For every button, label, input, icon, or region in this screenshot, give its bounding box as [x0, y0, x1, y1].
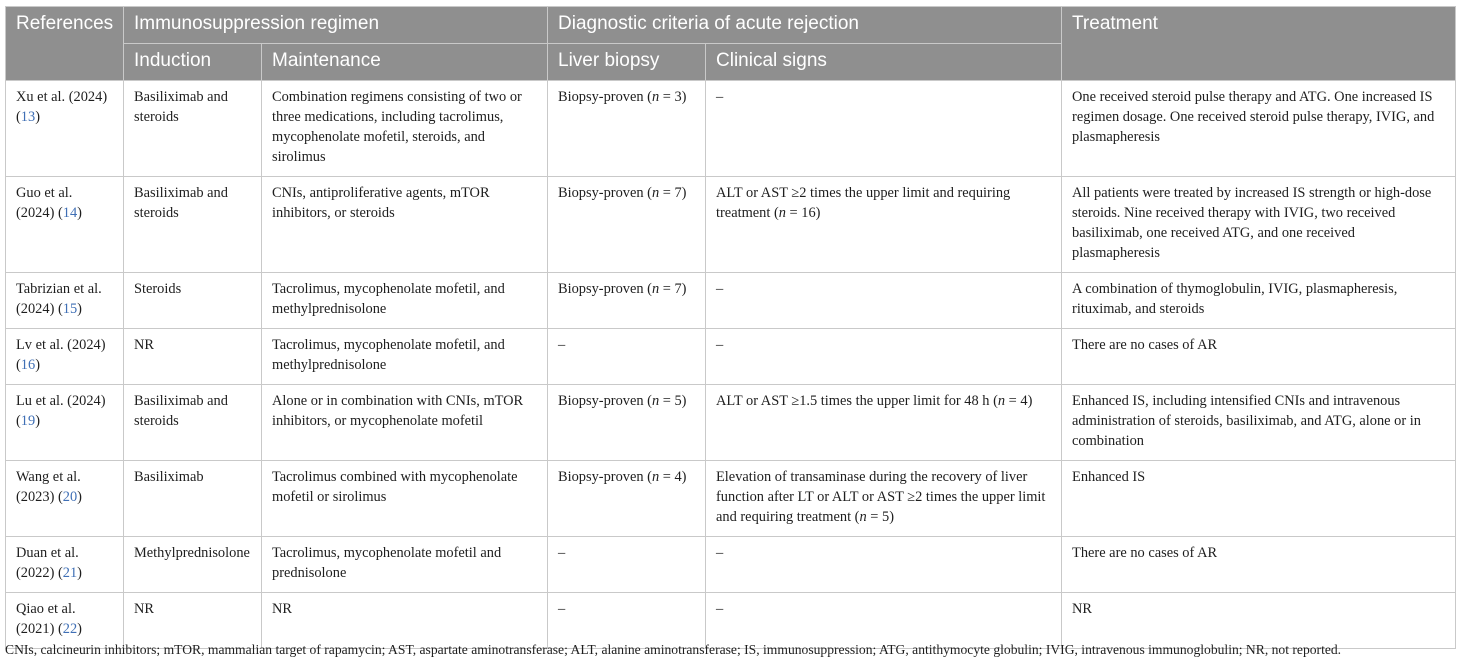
- induction-text: Basiliximab: [134, 469, 204, 485]
- cell-reference: Lu et al. (2024) (19): [6, 385, 124, 461]
- clinical-text: –: [716, 545, 724, 561]
- header-maintenance: Maintenance: [262, 44, 548, 81]
- n-symbol: n: [651, 281, 660, 297]
- cell-clinical: ALT or AST ≥2 times the upper limit and requiring treatment (n = 16): [706, 177, 1062, 273]
- clinical-text: ALT or AST ≥1.5 times the upper limit for 48 h: [716, 393, 990, 409]
- header-regimen: Immunosuppression regimen: [124, 7, 548, 44]
- cell-biopsy: [548, 537, 706, 593]
- cell-treatment: [1062, 329, 1456, 385]
- cell-treatment: [1062, 177, 1456, 273]
- cell-clinical: [706, 81, 1062, 177]
- cell-maintenance: [262, 461, 548, 537]
- biopsy-text: Biopsy-proven: [558, 469, 644, 485]
- treatment-text: All patients were treated by increased IS strength or high-dose steroids. Nine received therapy with IVIG, two received basiliximab, one received ATG, and one received plasmapheresis: [1072, 185, 1432, 261]
- cell-maintenance: [262, 385, 548, 461]
- cell-maintenance: [262, 81, 548, 177]
- header-criteria: Diagnostic criteria of acute rejection: [548, 7, 1062, 44]
- cell-induction: [124, 81, 262, 177]
- cell-maintenance: [262, 329, 548, 385]
- maintenance-text: NR: [272, 601, 292, 617]
- reference-link[interactable]: 15: [62, 301, 78, 317]
- clinical-text: –: [716, 601, 724, 617]
- reference-link[interactable]: 20: [62, 489, 78, 505]
- reference-link[interactable]: 13: [20, 109, 36, 125]
- biopsy-text: –: [558, 337, 566, 353]
- reference-link[interactable]: 14: [62, 205, 78, 221]
- maintenance-text: Alone or in combination with CNIs, mTOR inhibitors, or mycophenolate mofetil: [272, 393, 524, 429]
- table-row: [6, 273, 1456, 329]
- induction-text: Steroids: [134, 281, 182, 297]
- header-clinical: Clinical signs: [706, 44, 1062, 81]
- n-symbol: n: [997, 393, 1006, 409]
- reference-author: Lu et al. (2024): [16, 393, 106, 409]
- cell-treatment: [1062, 81, 1456, 177]
- treatment-text: One received steroid pulse therapy and ATG. One increased IS regimen dosage. One received steroid pulse therapy, IVIG, and plasmapheresis: [1072, 89, 1435, 145]
- reference-link[interactable]: 19: [20, 413, 36, 429]
- n-symbol: n: [651, 393, 660, 409]
- table-row: [6, 537, 1456, 593]
- cell-biopsy: [548, 593, 706, 649]
- n-symbol: n: [778, 205, 786, 221]
- table-footnote: CNIs, calcineurin inhibitors; mTOR, mammalian target of rapamycin; AST, aspartate aminotransferase; ALT, alanine aminotransferase; IS, immunosuppression; ATG, antithymocyte globulin; IVIG, intravenous immunoglobulin; NR, not reported.: [5, 642, 1342, 657]
- cell-reference: Tabrizian et al. (2024) (15): [6, 273, 124, 329]
- clinical-count: 4: [1020, 393, 1028, 409]
- treatment-text: A combination of thymoglobulin, IVIG, plasmapheresis, rituximab, and steroids: [1072, 281, 1398, 317]
- table-header: [6, 7, 1456, 81]
- cell-treatment: [1062, 593, 1456, 649]
- cell-induction: [124, 329, 262, 385]
- cell-treatment: [1062, 461, 1456, 537]
- cell-maintenance: [262, 177, 548, 273]
- clinical-count: 5: [881, 509, 890, 525]
- treatment-text: NR: [1072, 601, 1093, 617]
- table-row: [6, 81, 1456, 177]
- cell-treatment: [1062, 537, 1456, 593]
- cell-treatment: [1062, 273, 1456, 329]
- cell-maintenance: [262, 537, 548, 593]
- cell-induction: [124, 177, 262, 273]
- table-row: [6, 385, 1456, 461]
- cell-induction: [124, 537, 262, 593]
- acute-rejection-table: [5, 6, 1456, 649]
- maintenance-text: Tacrolimus, mycophenolate mofetil and prednisolone: [272, 545, 502, 581]
- reference-author: Guo et al. (2024): [16, 185, 73, 221]
- cell-treatment: [1062, 385, 1456, 461]
- header-treatment: Treatment: [1062, 7, 1456, 81]
- table-container: [5, 6, 1455, 649]
- treatment-text: There are no cases of AR: [1072, 545, 1218, 561]
- n-symbol: n: [651, 89, 660, 105]
- cell-clinical: [706, 329, 1062, 385]
- biopsy-count: 3: [674, 89, 682, 105]
- header-biopsy: Liver biopsy: [548, 44, 706, 81]
- table-row: [6, 461, 1456, 537]
- cell-reference: Qiao et al. (2021) (22): [6, 593, 124, 649]
- header-references: References: [6, 7, 124, 81]
- induction-text: NR: [134, 337, 154, 353]
- cell-biopsy: Biopsy-proven (n = 7): [548, 273, 706, 329]
- treatment-text: Enhanced IS, including intensified CNIs and intravenous administration of steroids, basiliximab, and ATG, alone or in combination: [1072, 393, 1421, 449]
- treatment-text: Enhanced IS: [1072, 469, 1146, 485]
- biopsy-text: Biopsy-proven: [558, 89, 644, 105]
- biopsy-text: Biopsy-proven: [558, 281, 644, 297]
- cell-biopsy: Biopsy-proven (n = 3): [548, 81, 706, 177]
- biopsy-count: 4: [674, 469, 682, 485]
- cell-induction: [124, 273, 262, 329]
- reference-author: Duan et al. (2022): [16, 545, 79, 581]
- cell-reference: Guo et al. (2024) (14): [6, 177, 124, 273]
- maintenance-text: Tacrolimus combined with mycophenolate mofetil or sirolimus: [272, 469, 518, 505]
- maintenance-text: CNIs, antiproliferative agents, mTOR inhibitors, or steroids: [272, 185, 490, 221]
- clinical-text: –: [716, 337, 724, 353]
- reference-author: Lv et al. (2024): [16, 337, 106, 353]
- treatment-text: There are no cases of AR: [1072, 337, 1218, 353]
- biopsy-count: 7: [674, 185, 682, 201]
- reference-author: Wang et al. (2023): [16, 469, 81, 505]
- induction-text: Basiliximab and steroids: [134, 393, 228, 429]
- biopsy-count: 5: [674, 393, 682, 409]
- biopsy-text: –: [558, 545, 566, 561]
- induction-text: NR: [134, 601, 154, 617]
- table-row: [6, 593, 1456, 649]
- cell-clinical: [706, 593, 1062, 649]
- table-body: [6, 81, 1456, 649]
- maintenance-text: Tacrolimus, mycophenolate mofetil, and methylprednisolone: [272, 281, 505, 317]
- n-symbol: n: [859, 509, 867, 525]
- reference-link[interactable]: 22: [62, 621, 78, 637]
- cell-reference: Xu et al. (2024) (13): [6, 81, 124, 177]
- biopsy-text: Biopsy-proven: [558, 185, 644, 201]
- maintenance-text: Tacrolimus, mycophenolate mofetil, and methylprednisolone: [272, 337, 505, 373]
- cell-biopsy: Biopsy-proven (n = 4): [548, 461, 706, 537]
- cell-clinical: [706, 537, 1062, 593]
- reference-author: Tabrizian et al. (2024): [16, 281, 102, 317]
- cell-reference: Duan et al. (2022) (21): [6, 537, 124, 593]
- table-row: [6, 177, 1456, 273]
- cell-biopsy: [548, 329, 706, 385]
- table-row: [6, 329, 1456, 385]
- cell-maintenance: [262, 273, 548, 329]
- induction-text: Basiliximab and steroids: [134, 89, 228, 125]
- induction-text: Methylprednisolone: [134, 545, 250, 561]
- biopsy-text: Biopsy-proven: [558, 393, 644, 409]
- header-induction: Induction: [124, 44, 262, 81]
- cell-clinical: [706, 273, 1062, 329]
- clinical-text: –: [716, 281, 724, 297]
- cell-clinical: ALT or AST ≥1.5 times the upper limit for 48 h (n = 4): [706, 385, 1062, 461]
- cell-induction: [124, 593, 262, 649]
- cell-reference: Lv et al. (2024) (16): [6, 329, 124, 385]
- cell-induction: [124, 461, 262, 537]
- clinical-text: ALT or AST ≥2 times the upper limit and requiring treatment: [716, 185, 1011, 221]
- induction-text: Basiliximab and steroids: [134, 185, 228, 221]
- cell-induction: [124, 385, 262, 461]
- biopsy-count: 7: [674, 281, 682, 297]
- cell-biopsy: Biopsy-proven (n = 5): [548, 385, 706, 461]
- cell-maintenance: [262, 593, 548, 649]
- clinical-text: Elevation of transaminase during the recovery of liver function after LT or ALT or AST ≥2 times the upper limit and requiring treatment: [716, 469, 1046, 525]
- n-symbol: n: [651, 469, 660, 485]
- maintenance-text: Combination regimens consisting of two or three medications, including tacrolimus, mycophenolate mofetil, steroids, and sirolimus: [272, 89, 522, 165]
- clinical-count: 16: [801, 205, 816, 221]
- clinical-text: –: [716, 89, 724, 105]
- n-symbol: n: [651, 185, 660, 201]
- cell-biopsy: Biopsy-proven (n = 7): [548, 177, 706, 273]
- cell-reference: Wang et al. (2023) (20): [6, 461, 124, 537]
- biopsy-text: –: [558, 601, 566, 617]
- reference-link[interactable]: 21: [62, 565, 78, 581]
- reference-author: Xu et al. (2024): [16, 89, 108, 105]
- reference-author: Qiao et al. (2021): [16, 601, 76, 637]
- reference-link[interactable]: 16: [20, 357, 36, 373]
- cell-clinical: Elevation of transaminase during the recovery of liver function after LT or ALT or AST ≥2 times the upper limit and requiring treatment (n = 5): [706, 461, 1062, 537]
